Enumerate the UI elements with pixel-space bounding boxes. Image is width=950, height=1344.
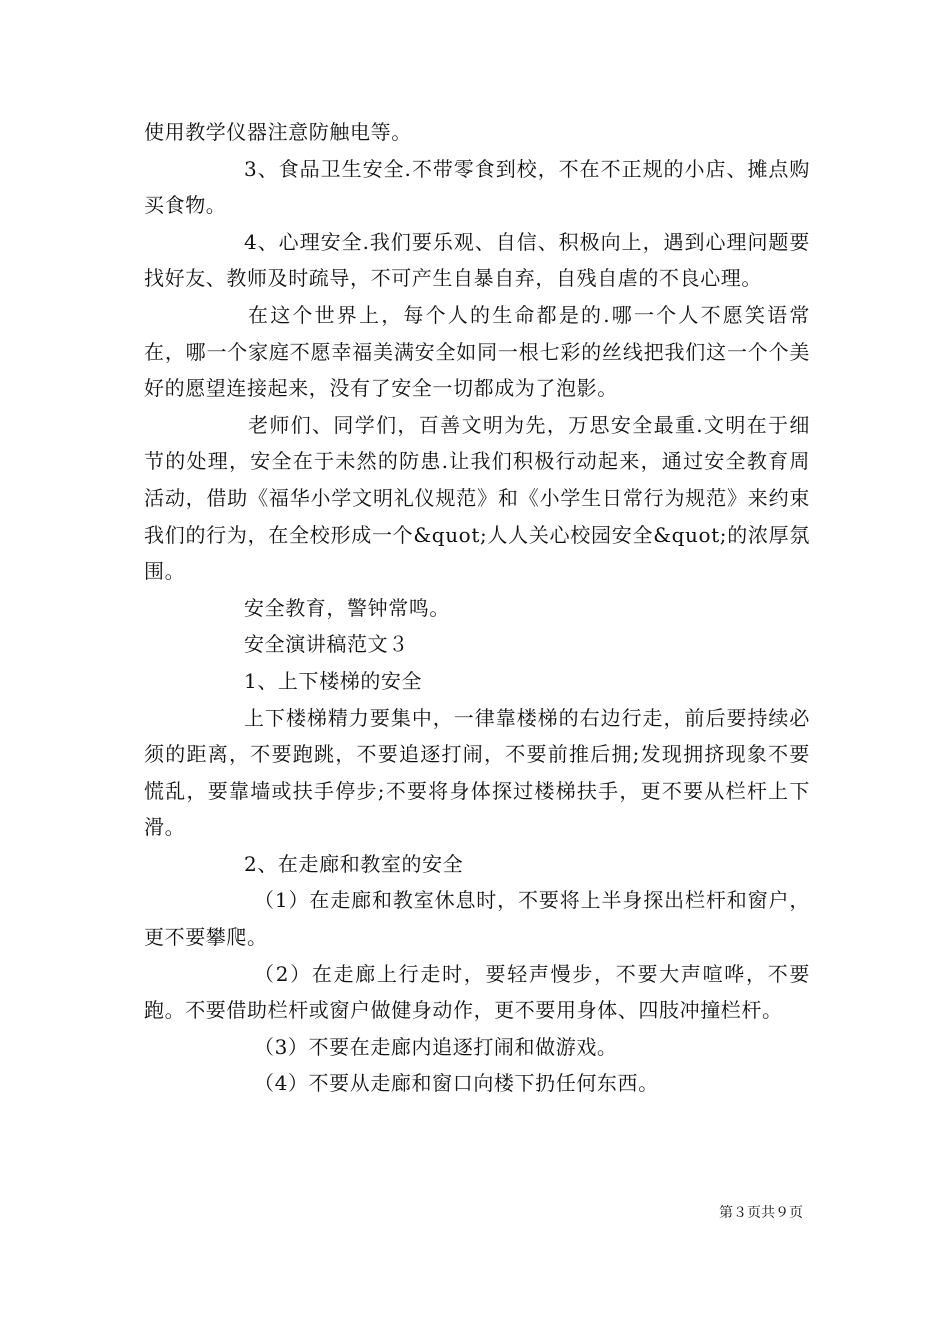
- paragraph-life-value: 在这个世界上，每个人的生命都是的.哪一个人不愿笑语常在，哪一个家庭不愿幸福美满安全如同一根七彩的丝线把我们这一个个美好的愿望连接起来，没有了安全一切都成为了泡影。: [144, 302, 810, 401]
- paragraph-stairs-rules: 上下楼梯精力要集中，一律靠楼梯的右边行走，前后要持续必须的距离，不要跑跳，不要追逐打闹，不要前推后拥;发现拥挤现象不要慌乱，要靠墙或扶手停步;不要将身体探过楼梯扶手，更不要从栏杆上下滑。: [144, 705, 810, 840]
- paragraph-rule-4: （4）不要从走廊和窗口向楼下扔任何东西。: [254, 1071, 659, 1096]
- section-heading-speech-3: 安全演讲稿范文３: [244, 632, 409, 657]
- paragraph-rule-1: （1）在走廊和教室休息时，不要将上半身探出栏杆和窗户，更不要攀爬。: [144, 888, 810, 950]
- paragraph-continuation: 使用教学仪器注意防触电等。: [144, 120, 412, 144]
- paragraph-teachers-students: 老师们、同学们，百善文明为先，万思安全最重.文明在于细节的处理，安全在于未然的防患.让我们积极行动起来，通过安全教育周活动，借助《福华小学文明礼仪规范》和《小学生日常行为规范》来约束我们的行为，在全校形成一个&quot;人人关心校园安全&quot;的浓厚氛围。: [144, 412, 810, 584]
- paragraph-rule-2: （2）在走廊上行走时，要轻声慢步，不要大声喧哗，不要跑。不要借助栏杆或窗户做健身动作，更不要用身体、四肢冲撞栏杆。: [144, 961, 810, 1023]
- paragraph-rule-3: （3）不要在走廊内追逐打闹和做游戏。: [254, 1034, 618, 1059]
- paragraph-mental-safety: 4、心理安全.我们要乐观、自信、积极向上，遇到心理问题要找好友、教师及时疏导，不可产生自暴自弃，自残自虐的不良心理。: [144, 229, 810, 291]
- paragraph-food-safety: 3、食品卫生安全.不带零食到校，不在不正规的小店、摊点购买食物。: [144, 156, 810, 218]
- document-body: [144, 114, 810, 1102]
- subheading-stairs-safety: 1、上下楼梯的安全: [244, 668, 423, 693]
- paragraph-slogan: 安全教育，警钟常鸣。: [244, 595, 450, 620]
- page-number-footer: 第３页共９页: [719, 1205, 803, 1221]
- subheading-corridor-classroom: 2、在走廊和教室的安全: [244, 851, 464, 876]
